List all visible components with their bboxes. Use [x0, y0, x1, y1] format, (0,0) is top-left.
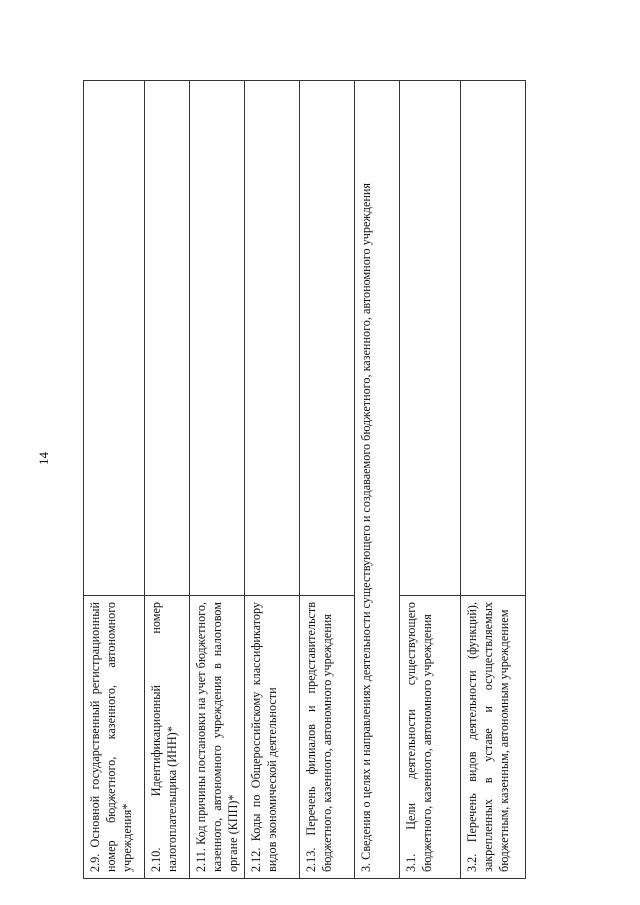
- row-label: 3.2. Перечень видов деятельности (функций), закрепленных в уставе и осуществляемых бюджетным, казенным, автономным учреждением: [461, 596, 526, 879]
- table-row: [400, 81, 461, 879]
- table-row: [190, 81, 245, 879]
- table-row: [300, 81, 355, 879]
- table-row: [245, 81, 300, 879]
- row-value: [400, 81, 461, 596]
- row-label: 3.1. Цели деятельности существующего бюджетного, казенного, автономного учреждения: [400, 596, 461, 879]
- row-value: [300, 81, 355, 596]
- page-number: 14: [36, 452, 51, 465]
- row-label: 2.9. Основной государственный регистрационный номер бюджетного, казенного, автономного учреждения*: [84, 596, 145, 879]
- table-row: [461, 81, 526, 879]
- row-label: 2.12. Коды по Общероссийскому классификатору видов экономической деятельности: [245, 596, 300, 879]
- row-value: [190, 81, 245, 596]
- row-value: [461, 81, 526, 596]
- row-value: [245, 81, 300, 596]
- row-value: [84, 81, 145, 596]
- row-label: 2.10. Идентификационный номер налогоплательщика (ИНН)*: [145, 596, 190, 879]
- info-table: [83, 80, 526, 879]
- section-heading: 3. Сведения о целях и направлениях деятельности существующего и создаваемого бюджетного, казенного, автономного учреждения: [355, 81, 400, 879]
- row-value: [145, 81, 190, 596]
- section-heading-row: [355, 81, 400, 879]
- row-label: 2.13. Перечень филиалов и представительств бюджетного, казенного, автономного учреждения: [300, 596, 355, 879]
- table-row: [145, 81, 190, 879]
- table-row: [84, 81, 145, 879]
- row-label: 2.11. Код причины постановки на учет бюджетного, казенного, автономного учреждения в налоговом органе (КПП)*: [190, 596, 245, 879]
